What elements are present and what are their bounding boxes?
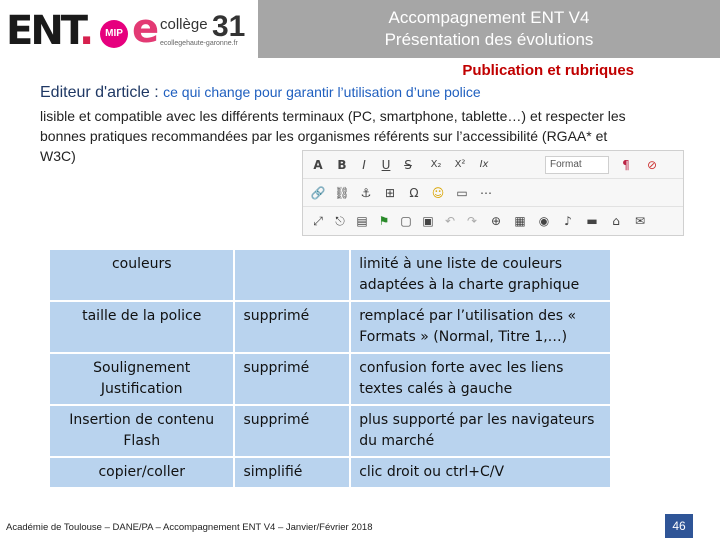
table-row [49,301,611,353]
detail-cell: confusion forte avec les liens textes calés à gauche [350,353,611,405]
status-cell: supprimé [234,353,350,405]
toolbar-row-3 [303,207,683,235]
heading-sub: ce qui change pour garantir l’utilisation d’une police [163,84,481,100]
status-cell: supprimé [234,301,350,353]
audio-icon[interactable]: ♪ [564,214,572,228]
toolbar-row-2 [303,179,683,207]
feature-cell: taille de la police [49,301,234,353]
fullscreen-icon[interactable]: ⤢ [313,214,323,228]
frame-icon[interactable]: ▭ [456,186,468,200]
toolbar-row-1 [303,151,683,179]
slide-title-box [258,0,720,58]
superscript-icon[interactable]: X² [454,159,466,170]
table-row [49,353,611,405]
source-icon[interactable]: ⎋ [335,214,345,228]
ecollege-logo-number: 31 [212,10,246,43]
table-row [49,249,611,301]
feature-cell: couleurs [49,249,234,301]
clear-format-icon[interactable]: Ix [479,159,489,170]
detail-cell: clic droit ou ctrl+C/V [350,457,611,488]
ecollege-logo [132,6,254,52]
link-icon[interactable]: 🔗 [310,186,326,200]
no-style-icon[interactable]: ⊘ [646,158,658,172]
ecollege-logo-url: ecollegehaute-garonne.fr [160,40,238,47]
paragraph-icon[interactable]: ¶ [622,158,630,172]
redo-icon[interactable]: ↷ [466,214,478,228]
detail-cell: plus supporté par les navigateurs du marché [350,405,611,457]
section-tag: Publication et rubriques [462,62,634,79]
special-char-icon[interactable]: Ω [409,186,419,200]
changes-table [48,248,612,489]
box-icon[interactable]: ▢ [400,214,412,228]
heading [40,84,481,102]
video-icon[interactable]: ▬ [586,214,598,228]
editor-toolbar [302,150,684,236]
font-color-icon[interactable]: A [313,158,323,172]
grid-icon[interactable]: ▦ [514,214,526,228]
ent-logo-text: ENT [6,8,80,54]
mail-icon[interactable]: ✉ [634,214,646,228]
blocks-icon[interactable]: ▤ [356,214,368,228]
intro-paragraph: lisible et compatible avec les différents terminaux (PC, smartphone, tablette…) et respecter les bonnes pratiques recommandées par les organismes référents sur l’accessibilité (RGAA* et W3C) [40,108,626,164]
anchor-icon[interactable]: ⚓ [360,186,372,200]
insert-icon[interactable]: ⊕ [490,214,502,228]
strikethrough-icon[interactable]: S [404,158,412,172]
ecollege-logo-name: collège [160,16,208,33]
table-row [49,457,611,488]
detail-cell: limité à une liste de couleurs adaptées à la charte graphique [350,249,611,301]
slide-title-line2: Présentation des évolutions [384,30,594,49]
home-icon[interactable]: ⌂ [612,214,620,228]
bold-icon[interactable]: B [337,158,347,172]
status-cell: simplifié [234,457,350,488]
status-cell [234,249,350,301]
feature-cell: Soulignement Justification [49,353,234,405]
slide-title-line1: Accompagnement ENT V4 [388,8,590,27]
page-number: 46 [665,514,693,538]
select-all-icon[interactable]: ▣ [422,214,434,228]
underline-icon[interactable]: U [381,158,391,172]
feature-cell: Insertion de contenu Flash [49,405,234,457]
more-icon[interactable]: ⋯ [480,186,492,200]
footer-text: Académie de Toulouse – DANE/PA – Accompagnement ENT V4 – Janvier/Février 2018 [6,522,373,533]
italic-icon[interactable]: I [362,158,366,172]
subscript-icon[interactable]: X₂ [430,159,442,170]
logo-area [0,0,258,58]
feature-cell: copier/coller [49,457,234,488]
undo-icon[interactable]: ↶ [444,214,456,228]
unlink-icon[interactable]: ⛓ [334,186,350,200]
smiley-icon[interactable]: ☺ [431,186,445,200]
table-icon[interactable]: ⊞ [384,186,396,200]
heading-main: Editeur d'article : [40,84,164,101]
detail-cell: remplacé par l’utilisation des « Formats » (Normal, Titre 1,…) [350,301,611,353]
media-icon[interactable]: ◉ [538,214,550,228]
ent-logo: ENT. [6,8,92,54]
status-cell: supprimé [234,405,350,457]
ecollege-logo-e: e [132,6,160,52]
flag-icon[interactable]: ⚑ [378,214,390,228]
format-select[interactable]: Format [545,156,609,174]
table-row [49,405,611,457]
mip-logo: MIP [100,20,128,48]
